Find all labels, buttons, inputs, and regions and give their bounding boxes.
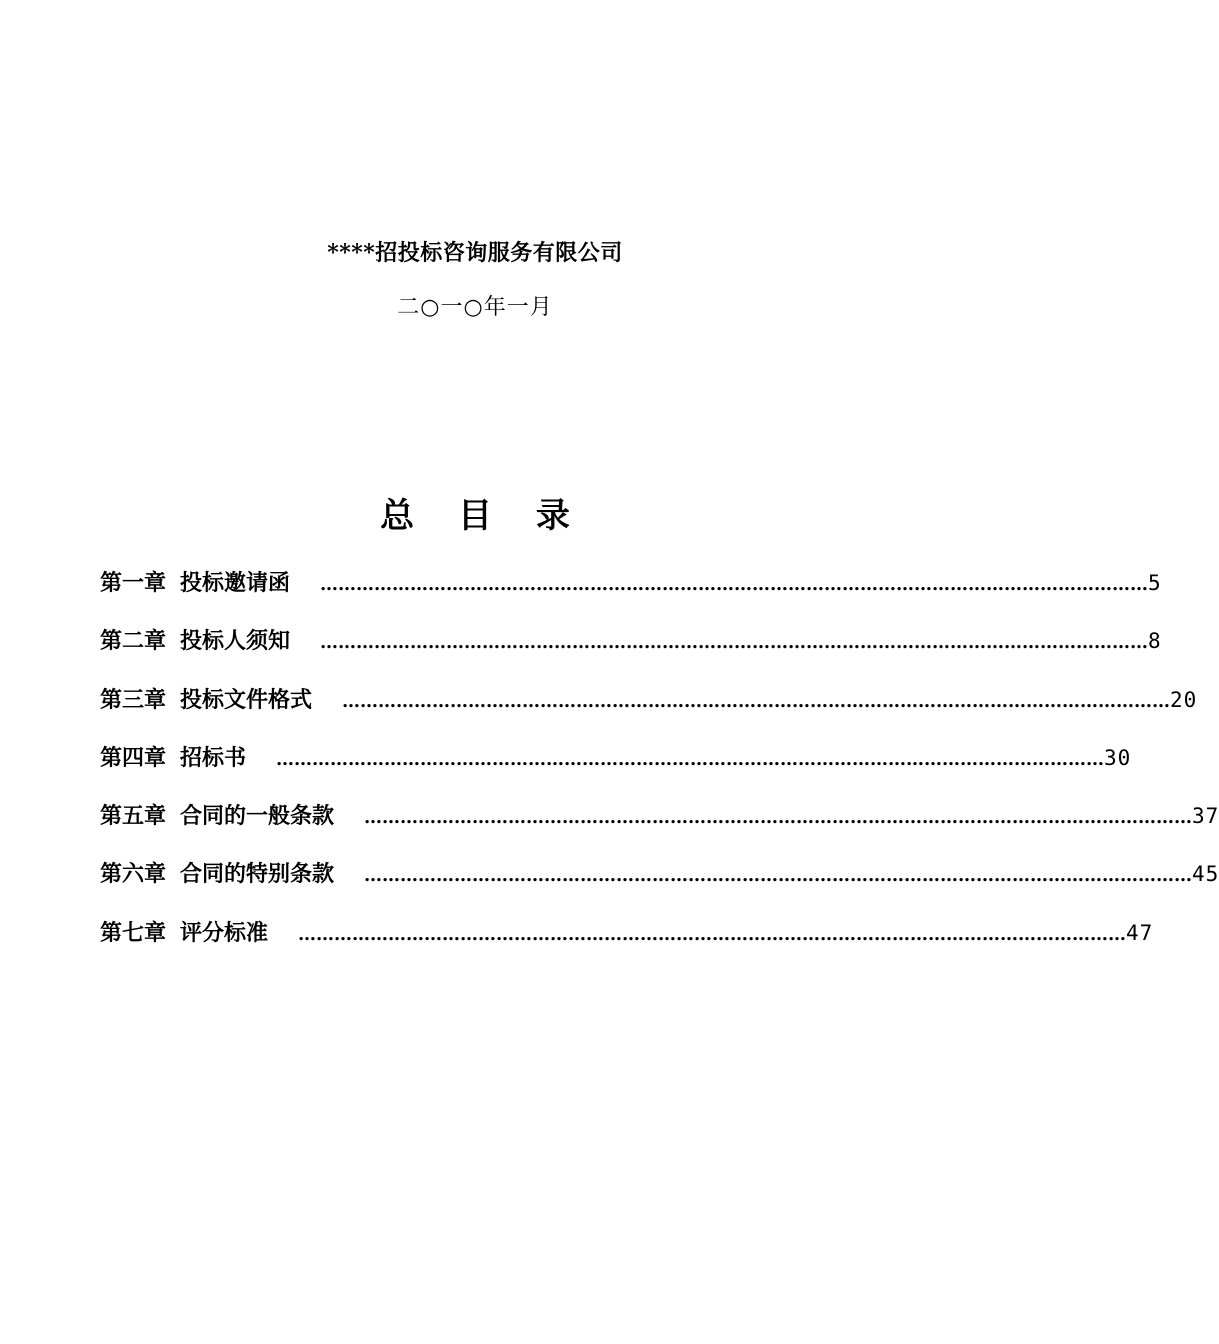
document-date: 二○一○年一月 bbox=[397, 295, 553, 320]
toc-page-number: 47 bbox=[1126, 920, 1154, 945]
toc-title: 总 目 录 bbox=[380, 496, 586, 536]
toc-leader-dots: ………………………………………………………………………………………………………………………… bbox=[364, 807, 1193, 829]
toc-entry-title: 招标书 bbox=[180, 744, 247, 771]
toc-entry bbox=[100, 916, 1154, 974]
toc-chapter: 第四章 bbox=[100, 744, 167, 771]
toc-entry-title: 投标文件格式 bbox=[180, 686, 313, 713]
toc-page-number: 20 bbox=[1170, 687, 1198, 712]
toc-entry-title: 合同的一般条款 bbox=[180, 803, 335, 830]
toc-chapter: 第三章 bbox=[100, 686, 167, 713]
toc-entry-title: 投标邀请函 bbox=[180, 570, 291, 596]
toc-entry bbox=[100, 624, 1162, 682]
toc-leader-dots: ………………………………………………………………………………………………………………………… bbox=[298, 923, 1127, 945]
toc-entry-title: 投标人须知 bbox=[180, 628, 291, 655]
toc-leader-dots: ………………………………………………………………………………………………………………………… bbox=[320, 632, 1149, 654]
toc-entry bbox=[100, 799, 1219, 857]
toc-entry-title: 合同的特别条款 bbox=[180, 861, 335, 888]
toc-page-number: 8 bbox=[1148, 629, 1162, 654]
toc-chapter: 第二章 bbox=[100, 628, 167, 655]
toc-entry bbox=[100, 857, 1219, 915]
toc-entry bbox=[100, 683, 1198, 741]
toc-chapter: 第五章 bbox=[100, 803, 167, 830]
toc-chapter: 第七章 bbox=[100, 919, 167, 946]
toc-leader-dots: ………………………………………………………………………………………………………………………… bbox=[364, 865, 1193, 887]
toc-entry bbox=[100, 741, 1132, 799]
toc-chapter: 第六章 bbox=[100, 861, 167, 888]
toc-page-number: 30 bbox=[1104, 745, 1132, 770]
table-of-contents bbox=[100, 566, 1219, 974]
toc-chapter: 第一章 bbox=[100, 570, 167, 596]
toc-leader-dots: ………………………………………………………………………………………………………………………… bbox=[276, 748, 1105, 770]
toc-entry-title: 评分标准 bbox=[180, 919, 269, 946]
toc-leader-dots: ………………………………………………………………………………………………………………………… bbox=[342, 690, 1171, 712]
toc-leader-dots: ………………………………………………………………………………………………………………………… bbox=[320, 574, 1149, 595]
toc-page-number: 37 bbox=[1192, 804, 1219, 829]
toc-page-number: 5 bbox=[1148, 571, 1162, 595]
company-name: ****招投标咨询服务有限公司 bbox=[327, 240, 623, 266]
toc-page-number: 45 bbox=[1192, 862, 1219, 887]
toc-entry bbox=[100, 566, 1162, 624]
